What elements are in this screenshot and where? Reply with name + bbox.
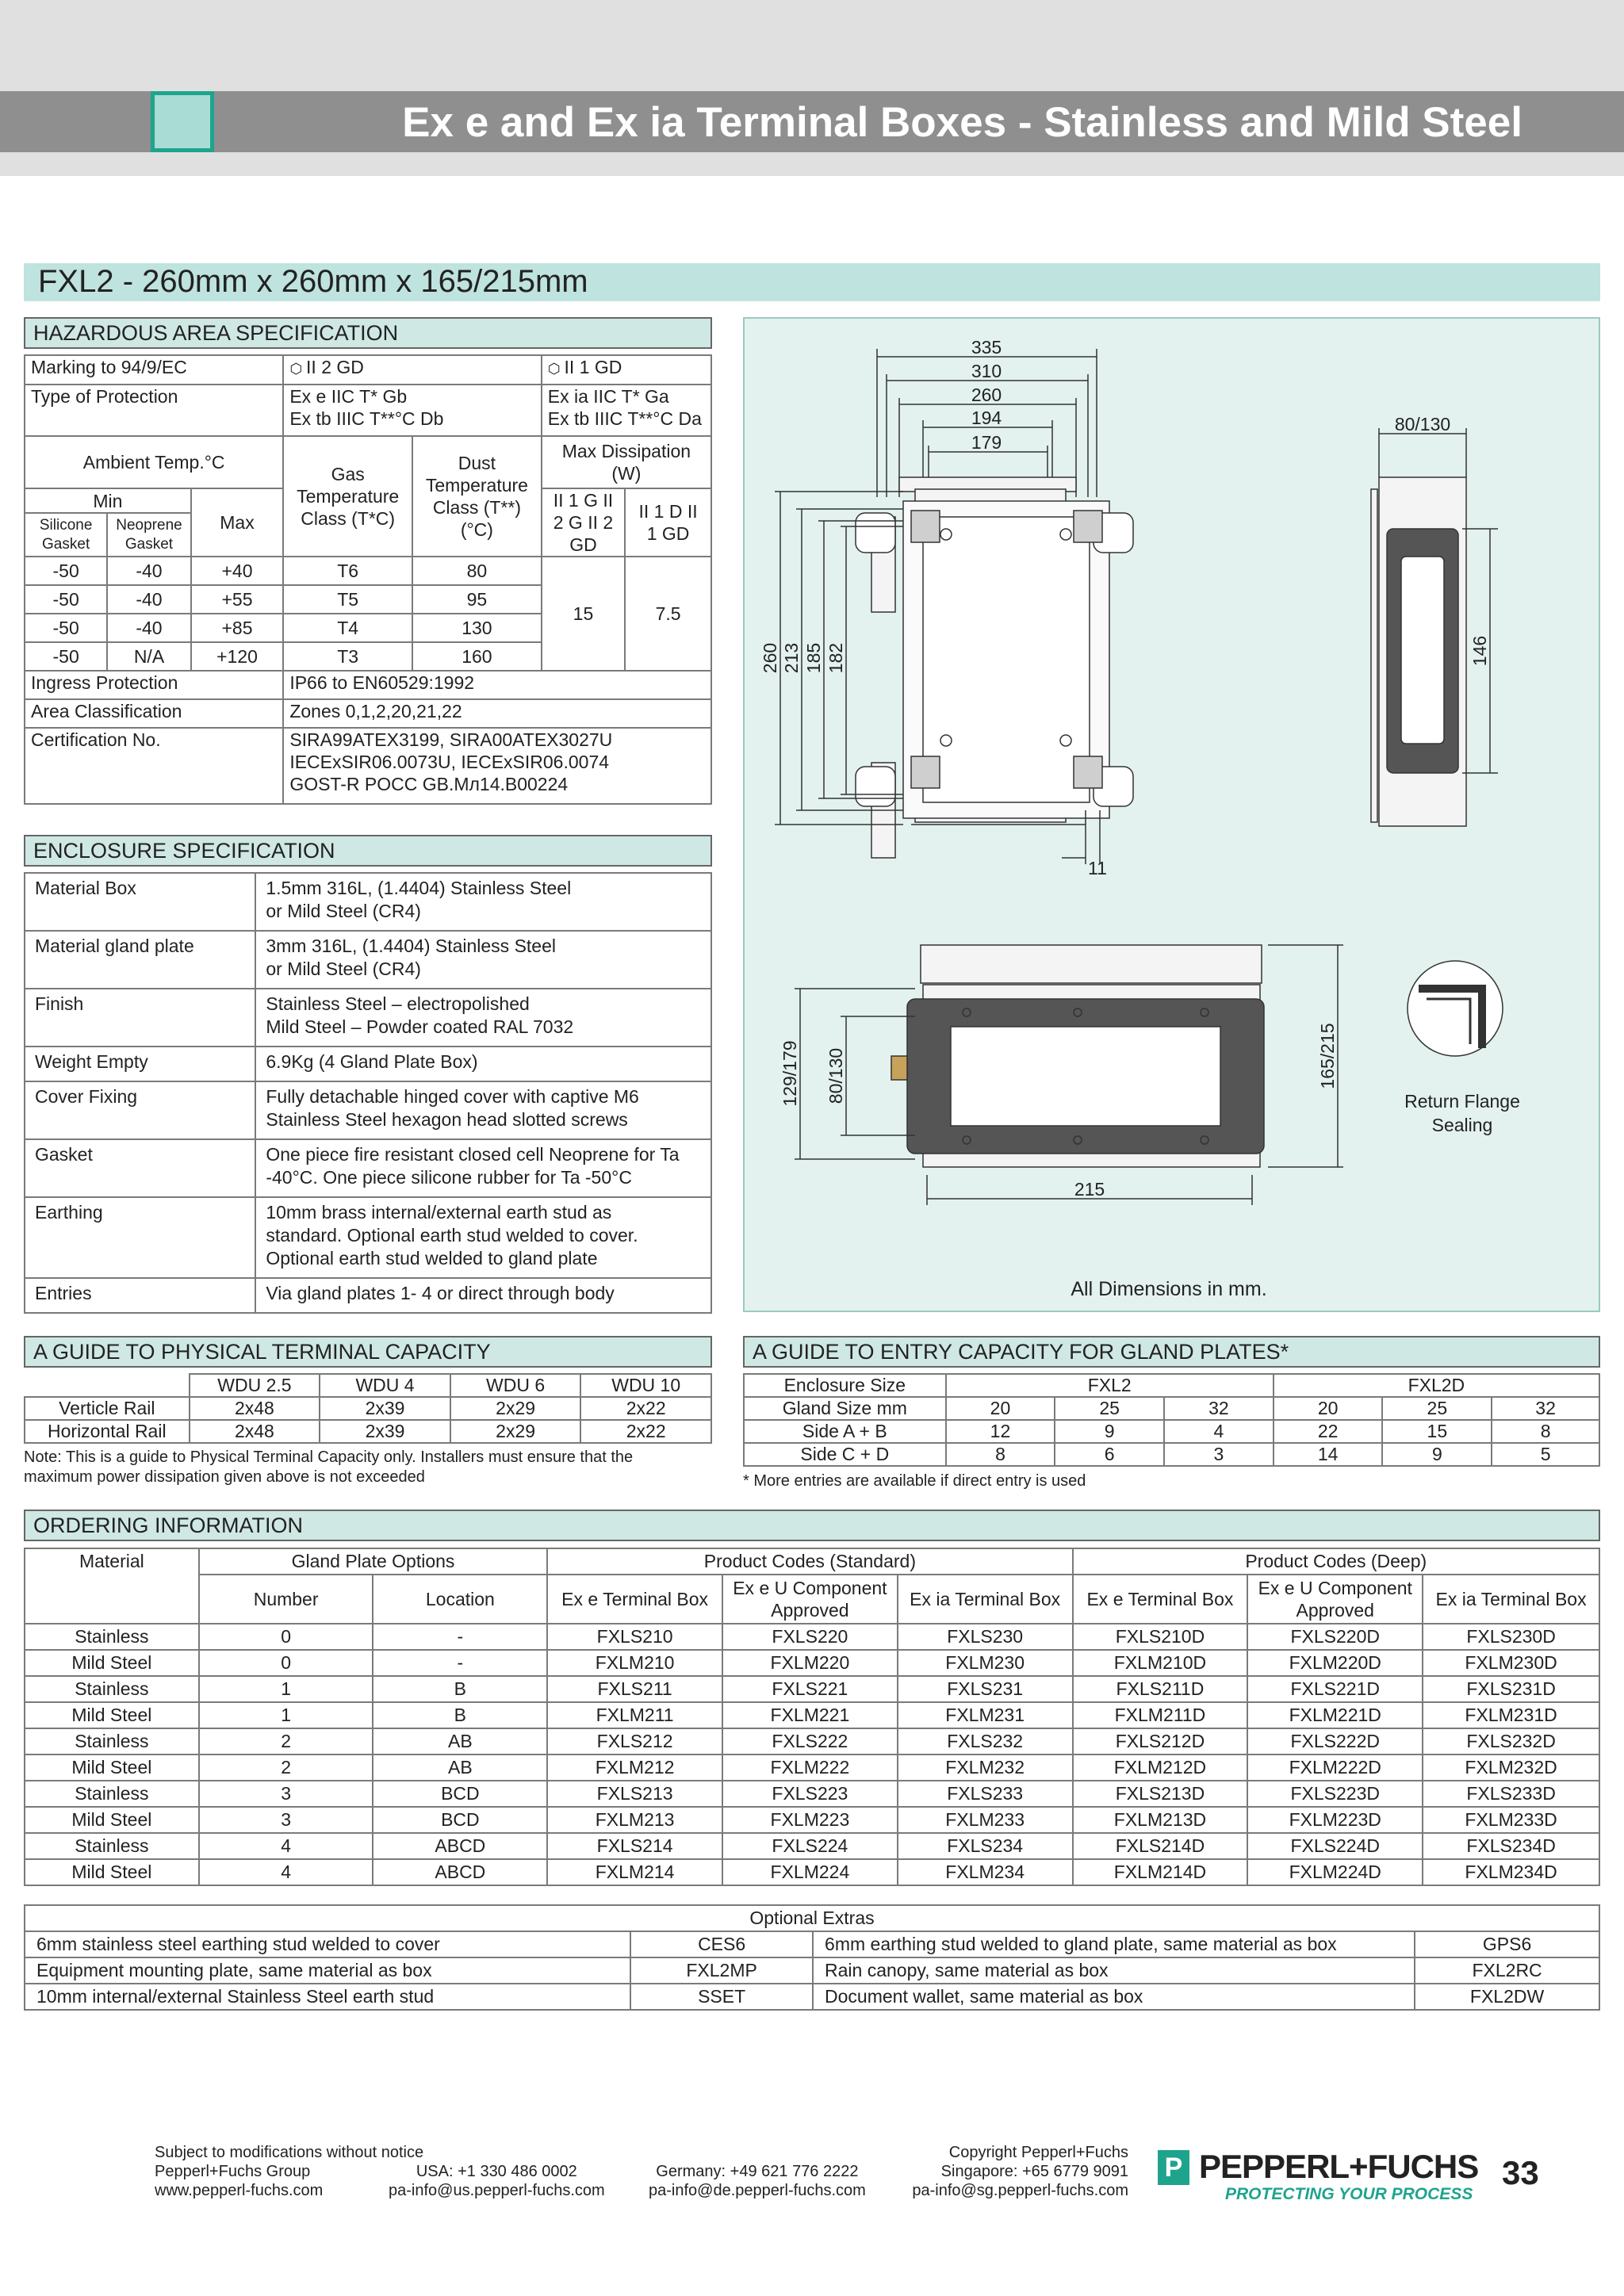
entry-cell: 12 xyxy=(946,1420,1055,1443)
marking-2: ⬡ II 1 GD xyxy=(542,355,711,385)
ordering-cell: FXLS213D xyxy=(1073,1781,1248,1807)
ordering-row xyxy=(25,1728,1599,1755)
dim-215: 215 xyxy=(1074,1179,1105,1200)
ordering-cell: FXLM222 xyxy=(722,1755,898,1781)
entry-row-label: Gland Size mm xyxy=(744,1397,946,1420)
dim-80-130: 80/130 xyxy=(1394,414,1451,434)
exeu-header: Ex e U Component Approved xyxy=(722,1575,898,1624)
ordering-cell: FXLM213 xyxy=(547,1807,722,1833)
footer-singapore: Copyright Pepperl+Fuchs Singapore: +65 6779 9091 pa-info@sg.pepperl-fuchs.com xyxy=(912,2144,1128,2199)
max-dissipation-col-1: II 1 G II 2 G II 2 GD xyxy=(542,488,625,557)
entry-cell: 25 xyxy=(1382,1397,1492,1420)
ordering-cell: FXLM233 xyxy=(898,1807,1073,1833)
ordering-cell: FXLS231D xyxy=(1423,1676,1599,1702)
dim-185: 185 xyxy=(803,642,824,674)
extra-desc: Document wallet, same material as box xyxy=(813,1984,1415,2010)
temp-cell: 80 xyxy=(412,557,542,585)
entry-row-label: Side C + D xyxy=(744,1443,946,1466)
dimension-drawing xyxy=(743,317,1600,1312)
area-value: Zones 0,1,2,20,21,22 xyxy=(283,699,711,728)
temp-cell: T6 xyxy=(283,557,412,585)
ordering-cell: 4 xyxy=(199,1833,373,1859)
extras-table xyxy=(24,1904,1600,2011)
entry-size-label: Enclosure Size xyxy=(744,1374,946,1397)
ordering-cell: AB xyxy=(373,1728,547,1755)
ordering-cell: 3 xyxy=(199,1807,373,1833)
dim-194: 194 xyxy=(971,408,1002,428)
terminal-cell: 2x29 xyxy=(450,1397,581,1420)
terminal-note: Note: This is a guide to Physical Terminal Capacity only. Installers must ensure that the maximum power dissipation given above is not exceeded xyxy=(24,1448,634,1486)
extra-code: CES6 xyxy=(630,1931,813,1957)
ordering-cell: FXLM232D xyxy=(1423,1755,1599,1781)
ordering-material: Stainless xyxy=(25,1833,199,1859)
enclosure-label: Gasket xyxy=(25,1139,255,1197)
enclosure-value: 3mm 316L, (1.4404) Stainless Steel or Mild Steel (CR4) xyxy=(255,931,711,989)
extra-code: GPS6 xyxy=(1415,1931,1599,1957)
dissipation-value-2: 7.5 xyxy=(625,557,711,671)
ordering-cell: BCD xyxy=(373,1807,547,1833)
ordering-cell: 2 xyxy=(199,1728,373,1755)
temp-cell: 160 xyxy=(412,642,542,671)
ordering-cell: FXLM222D xyxy=(1247,1755,1423,1781)
ordering-row xyxy=(25,1833,1599,1859)
dim-335: 335 xyxy=(971,337,1002,358)
dim-260-width: 260 xyxy=(971,385,1002,405)
extra-code: FXL2MP xyxy=(630,1957,813,1984)
ordering-cell: FXLS230 xyxy=(898,1624,1073,1650)
ordering-cell: FXLM221D xyxy=(1247,1702,1423,1728)
ordering-row xyxy=(25,1859,1599,1885)
ordering-cell: BCD xyxy=(373,1781,547,1807)
ordering-cell: FXLM211 xyxy=(547,1702,722,1728)
ordering-material: Stainless xyxy=(25,1781,199,1807)
temp-cell: +55 xyxy=(191,585,284,614)
ordering-material: Mild Steel xyxy=(25,1702,199,1728)
pepperl-fuchs-logo-icon: P xyxy=(1158,2150,1189,2185)
exe-header: Ex e Terminal Box xyxy=(547,1575,722,1624)
ordering-cell: FXLM232 xyxy=(898,1755,1073,1781)
entry-cell: 20 xyxy=(946,1397,1055,1420)
temp-cell: +120 xyxy=(191,642,284,671)
ordering-cell: 4 xyxy=(199,1859,373,1885)
ordering-cell: B xyxy=(373,1702,547,1728)
ordering-cell: FXLM223 xyxy=(722,1807,898,1833)
enclosure-label: Finish xyxy=(25,989,255,1047)
ordering-cell: FXLS220D xyxy=(1247,1624,1423,1650)
ordering-cell: FXLM221 xyxy=(722,1702,898,1728)
ordering-cell: FXLM224 xyxy=(722,1859,898,1885)
terminal-col-header: WDU 4 xyxy=(320,1374,450,1397)
entry-note: * More entries are available if direct entry is used xyxy=(743,1472,1086,1490)
ordering-cell: FXLS232 xyxy=(898,1728,1073,1755)
ordering-cell: FXLS212D xyxy=(1073,1728,1248,1755)
dim-310: 310 xyxy=(971,361,1002,381)
page-title: Ex e and Ex ia Terminal Boxes - Stainless and Mild Steel xyxy=(402,99,1522,146)
enclosure-value: Fully detachable hinged cover with captive M6 Stainless Steel hexagon head slotted screws xyxy=(255,1081,711,1139)
extra-desc: 6mm earthing stud welded to gland plate, same material as box xyxy=(813,1931,1415,1957)
gland-header: Gland Plate Options xyxy=(199,1548,547,1575)
enclosure-value: One piece fire resistant closed cell Neoprene for Ta -40°C. One piece silicone rubber for Ta -50°C xyxy=(255,1139,711,1197)
extras-heading: Optional Extras xyxy=(25,1905,1599,1931)
ordering-cell: AB xyxy=(373,1755,547,1781)
ordering-cell: FXLS223 xyxy=(722,1781,898,1807)
area-label: Area Classification xyxy=(25,699,283,728)
dim-129-179: 129/179 xyxy=(779,1040,800,1107)
ordering-cell: FXLS234 xyxy=(898,1833,1073,1859)
ordering-material: Mild Steel xyxy=(25,1807,199,1833)
entry-cell: 3 xyxy=(1164,1443,1274,1466)
terminal-cell: 2x48 xyxy=(190,1420,320,1443)
temp-cell: T5 xyxy=(283,585,412,614)
ordering-cell: FXLS233 xyxy=(898,1781,1073,1807)
ordering-heading: ORDERING INFORMATION xyxy=(24,1510,1600,1541)
dimension-drawing-svg xyxy=(745,319,1602,1314)
ingress-value: IP66 to EN60529:1992 xyxy=(283,671,711,699)
ordering-cell: FXLM230D xyxy=(1423,1650,1599,1676)
entry-cell: 6 xyxy=(1055,1443,1164,1466)
ordering-cell: 0 xyxy=(199,1624,373,1650)
footer-germany: Germany: +49 621 776 2222 pa-info@de.pepperl-fuchs.com xyxy=(649,2163,866,2199)
dim-80-130-plan: 80/130 xyxy=(825,1047,846,1104)
max-dissipation-col-2: II 1 D II 1 GD xyxy=(625,488,711,557)
extra-code: FXL2DW xyxy=(1415,1984,1599,2010)
entry-heading: A GUIDE TO ENTRY CAPACITY FOR GLAND PLATES* xyxy=(743,1336,1600,1368)
ordering-cell: FXLS231 xyxy=(898,1676,1073,1702)
entry-cell: 32 xyxy=(1164,1397,1274,1420)
temp-cell: T4 xyxy=(283,614,412,642)
entry-cell: 32 xyxy=(1492,1397,1599,1420)
cert-value: SIRA99ATEX3199, SIRA00ATEX3027U IECExSIR06.0073U, IECExSIR06.0074 GOST-R POCC GB.Mл14.B00224 xyxy=(283,728,711,804)
extra-code: SSET xyxy=(630,1984,813,2010)
terminal-cell: 2x29 xyxy=(450,1420,581,1443)
ordering-cell: FXLS222 xyxy=(722,1728,898,1755)
ordering-cell: FXLM213D xyxy=(1073,1807,1248,1833)
dim-146: 146 xyxy=(1469,635,1490,667)
product-title: FXL2 - 260mm x 260mm x 165/215mm xyxy=(38,264,588,299)
ordering-cell: FXLS220 xyxy=(722,1624,898,1650)
ordering-cell: FXLS223D xyxy=(1247,1781,1423,1807)
deep-header: Product Codes (Deep) xyxy=(1073,1548,1599,1575)
title-bar-shadow xyxy=(0,152,1624,176)
ordering-cell: FXLS211 xyxy=(547,1676,722,1702)
location-header: Location xyxy=(373,1575,547,1624)
brand-name: PEPPERL+FUCHS xyxy=(1199,2148,1479,2185)
ordering-cell: 0 xyxy=(199,1650,373,1676)
ordering-cell: FXLM233D xyxy=(1423,1807,1599,1833)
entry-cell: 14 xyxy=(1274,1443,1383,1466)
ordering-cell: FXLM224D xyxy=(1247,1859,1423,1885)
entry-cell: 8 xyxy=(946,1443,1055,1466)
terminal-table xyxy=(24,1373,712,1444)
ordering-row xyxy=(25,1624,1599,1650)
ordering-cell: - xyxy=(373,1624,547,1650)
terminal-cell: 2x39 xyxy=(320,1420,450,1443)
ordering-cell: FXLS221 xyxy=(722,1676,898,1702)
ordering-row xyxy=(25,1650,1599,1676)
ordering-cell: FXLM231 xyxy=(898,1702,1073,1728)
ordering-cell: FXLM231D xyxy=(1423,1702,1599,1728)
enclosure-label: Earthing xyxy=(25,1197,255,1278)
ordering-cell: FXLS222D xyxy=(1247,1728,1423,1755)
ordering-cell: FXLM230 xyxy=(898,1650,1073,1676)
ordering-cell: FXLM223D xyxy=(1247,1807,1423,1833)
terminal-heading: A GUIDE TO PHYSICAL TERMINAL CAPACITY xyxy=(24,1336,712,1368)
entry-cell: 9 xyxy=(1055,1420,1164,1443)
terminal-col-header: WDU 6 xyxy=(450,1374,581,1397)
terminal-row-label: Verticle Rail xyxy=(25,1397,190,1420)
ordering-cell: FXLM214 xyxy=(547,1859,722,1885)
entry-cell: 8 xyxy=(1492,1420,1599,1443)
temp-cell: -50 xyxy=(25,642,107,671)
ordering-cell: 2 xyxy=(199,1755,373,1781)
entry-cell: 9 xyxy=(1382,1443,1492,1466)
ex-hexagon-icon: ⬡ xyxy=(289,361,307,377)
footer-usa: USA: +1 330 486 0002 pa-info@us.pepperl-fuchs.com xyxy=(389,2163,605,2199)
entry-cell: 4 xyxy=(1164,1420,1274,1443)
temp-cell: N/A xyxy=(107,642,190,671)
ex-hexagon-icon: ⬡ xyxy=(547,361,565,377)
temp-cell: -50 xyxy=(25,557,107,585)
ordering-cell: B xyxy=(373,1676,547,1702)
temp-cell: -50 xyxy=(25,614,107,642)
enclosure-value: 1.5mm 316L, (1.4404) Stainless Steel or Mild Steel (CR4) xyxy=(255,873,711,931)
ordering-row xyxy=(25,1676,1599,1702)
ordering-row xyxy=(25,1702,1599,1728)
ordering-cell: 1 xyxy=(199,1676,373,1702)
ordering-cell: - xyxy=(373,1650,547,1676)
extra-desc: 6mm stainless steel earthing stud welded to cover xyxy=(25,1931,630,1957)
dim-260-height: 260 xyxy=(760,642,780,674)
marking-1: ⬡ II 2 GD xyxy=(283,355,541,385)
temp-cell: -40 xyxy=(107,557,190,585)
dim-182: 182 xyxy=(825,642,846,674)
ordering-material: Stainless xyxy=(25,1676,199,1702)
extra-desc: Rain canopy, same material as box xyxy=(813,1957,1415,1984)
temp-cell: T3 xyxy=(283,642,412,671)
temp-cell: -40 xyxy=(107,585,190,614)
ordering-material: Mild Steel xyxy=(25,1859,199,1885)
terminal-row-label: Horizontal Rail xyxy=(25,1420,190,1443)
enclosure-value: Via gland plates 1- 4 or direct through body xyxy=(255,1278,711,1313)
protection-label: Type of Protection xyxy=(25,385,283,436)
dimensions-caption: All Dimensions in mm. xyxy=(1071,1278,1267,1300)
max-label: Max xyxy=(191,488,284,557)
brand-slogan: PROTECTING YOUR PROCESS xyxy=(1225,2185,1473,2203)
hazardous-table xyxy=(24,354,712,805)
return-flange-label: Return Flange xyxy=(1404,1091,1520,1112)
silicone-label: Silicone Gasket xyxy=(25,513,107,557)
material-header: Material xyxy=(25,1548,199,1624)
entry-fxl2-header: FXL2 xyxy=(946,1374,1274,1397)
enclosure-value: 10mm brass internal/external earth stud as standard. Optional earth stud welded to cover. Optional earth stud welded to gland plate xyxy=(255,1197,711,1278)
ordering-cell: FXLM220 xyxy=(722,1650,898,1676)
ordering-cell: FXLS224D xyxy=(1247,1833,1423,1859)
ordering-cell: ABCD xyxy=(373,1859,547,1885)
ordering-cell: FXLS233D xyxy=(1423,1781,1599,1807)
entry-fxl2d-header: FXL2D xyxy=(1274,1374,1599,1397)
exeu-deep-header: Ex e U Component Approved xyxy=(1247,1575,1423,1624)
ordering-cell: FXLS211D xyxy=(1073,1676,1248,1702)
min-label: Min xyxy=(25,488,191,513)
ingress-label: Ingress Protection xyxy=(25,671,283,699)
dissipation-value-1: 15 xyxy=(542,557,625,671)
entry-cell: 15 xyxy=(1382,1420,1492,1443)
entry-cell: 20 xyxy=(1274,1397,1383,1420)
exe-deep-header: Ex e Terminal Box xyxy=(1073,1575,1248,1624)
enclosure-label: Weight Empty xyxy=(25,1047,255,1081)
dim-179: 179 xyxy=(971,432,1002,453)
header-band xyxy=(0,0,1624,91)
gas-class-label: Gas Temperature Class (T*C) xyxy=(283,436,412,557)
ordering-cell: FXLM212 xyxy=(547,1755,722,1781)
ordering-table xyxy=(24,1548,1600,1886)
enclosure-value: Stainless Steel – electropolished Mild Steel – Powder coated RAL 7032 xyxy=(255,989,711,1047)
ordering-cell: FXLM234D xyxy=(1423,1859,1599,1885)
temp-cell: -40 xyxy=(107,614,190,642)
ordering-cell: FXLS214 xyxy=(547,1833,722,1859)
ordering-cell: FXLM214D xyxy=(1073,1859,1248,1885)
ordering-row xyxy=(25,1781,1599,1807)
extra-code: FXL2RC xyxy=(1415,1957,1599,1984)
ordering-cell: FXLS210D xyxy=(1073,1624,1248,1650)
ordering-material: Stainless xyxy=(25,1624,199,1650)
terminal-cell: 2x22 xyxy=(580,1397,711,1420)
exia-header: Ex ia Terminal Box xyxy=(898,1575,1073,1624)
dust-class-label: Dust Temperature Class (T**)(°C) xyxy=(412,436,542,557)
title-square-icon xyxy=(151,91,214,152)
dim-11: 11 xyxy=(1088,858,1107,878)
ordering-cell: FXLM234 xyxy=(898,1859,1073,1885)
enclosure-value: 6.9Kg (4 Gland Plate Box) xyxy=(255,1047,711,1081)
ordering-cell: 3 xyxy=(199,1781,373,1807)
temp-cell: +85 xyxy=(191,614,284,642)
protection-2: Ex ia IIC T* Ga Ex tb IIIC T**°C Da xyxy=(542,385,711,436)
temp-cell: -50 xyxy=(25,585,107,614)
enclosure-table xyxy=(24,872,712,1314)
terminal-col-header: WDU 10 xyxy=(580,1374,711,1397)
enclosure-label: Cover Fixing xyxy=(25,1081,255,1139)
page-number: 33 xyxy=(1502,2154,1539,2191)
entry-table xyxy=(743,1373,1600,1467)
ordering-row xyxy=(25,1807,1599,1833)
enclosure-label: Entries xyxy=(25,1278,255,1313)
ordering-material: Mild Steel xyxy=(25,1755,199,1781)
ordering-material: Mild Steel xyxy=(25,1650,199,1676)
temp-cell: 130 xyxy=(412,614,542,642)
dim-213: 213 xyxy=(781,642,802,674)
terminal-col-header: WDU 2.5 xyxy=(190,1374,320,1397)
terminal-cell: 2x48 xyxy=(190,1397,320,1420)
enclosure-heading: ENCLOSURE SPECIFICATION xyxy=(24,835,712,867)
exia-deep-header: Ex ia Terminal Box xyxy=(1423,1575,1599,1624)
ordering-cell: FXLS212 xyxy=(547,1728,722,1755)
hazardous-heading: HAZARDOUS AREA SPECIFICATION xyxy=(24,317,712,349)
ordering-material: Stainless xyxy=(25,1728,199,1755)
max-dissipation-label: Max Dissipation (W) xyxy=(542,436,711,488)
terminal-cell: 2x22 xyxy=(580,1420,711,1443)
ordering-row xyxy=(25,1755,1599,1781)
entry-cell: 5 xyxy=(1492,1443,1599,1466)
ordering-cell: FXLS232D xyxy=(1423,1728,1599,1755)
ambient-label: Ambient Temp.°C xyxy=(25,436,283,488)
protection-1: Ex e IIC T* Gb Ex tb IIIC T**°C Db xyxy=(283,385,541,436)
enclosure-label: Material gland plate xyxy=(25,931,255,989)
ordering-cell: FXLS210 xyxy=(547,1624,722,1650)
ordering-cell: FXLS213 xyxy=(547,1781,722,1807)
neoprene-label: Neoprene Gasket xyxy=(107,513,190,557)
ordering-cell: FXLM220D xyxy=(1247,1650,1423,1676)
blank-cell xyxy=(25,1374,190,1397)
number-header: Number xyxy=(199,1575,373,1624)
ordering-cell: FXLM210D xyxy=(1073,1650,1248,1676)
enclosure-label: Material Box xyxy=(25,873,255,931)
terminal-cell: 2x39 xyxy=(320,1397,450,1420)
entry-row-label: Side A + B xyxy=(744,1420,946,1443)
extra-desc: 10mm internal/external Stainless Steel earth stud xyxy=(25,1984,630,2010)
entry-cell: 25 xyxy=(1055,1397,1164,1420)
marking-label: Marking to 94/9/EC xyxy=(25,355,283,385)
ordering-cell: FXLS214D xyxy=(1073,1833,1248,1859)
cert-label: Certification No. xyxy=(25,728,283,804)
ordering-cell: FXLS221D xyxy=(1247,1676,1423,1702)
temp-cell: 95 xyxy=(412,585,542,614)
ordering-cell: FXLM212D xyxy=(1073,1755,1248,1781)
ordering-cell: FXLS234D xyxy=(1423,1833,1599,1859)
ordering-cell: FXLM210 xyxy=(547,1650,722,1676)
ordering-cell: FXLS230D xyxy=(1423,1624,1599,1650)
ordering-cell: FXLM211D xyxy=(1073,1702,1248,1728)
ordering-cell: FXLS224 xyxy=(722,1833,898,1859)
entry-cell: 22 xyxy=(1274,1420,1383,1443)
dim-165-215: 165/215 xyxy=(1317,1023,1338,1089)
footer-left: Subject to modifications without notice Pepperl+Fuchs Group www.pepperl-fuchs.com xyxy=(155,2144,424,2199)
ordering-cell: ABCD xyxy=(373,1833,547,1859)
temp-cell: +40 xyxy=(191,557,284,585)
ordering-cell: 1 xyxy=(199,1702,373,1728)
extra-desc: Equipment mounting plate, same material as box xyxy=(25,1957,630,1984)
standard-header: Product Codes (Standard) xyxy=(547,1548,1072,1575)
sealing-label: Sealing xyxy=(1431,1115,1493,1135)
